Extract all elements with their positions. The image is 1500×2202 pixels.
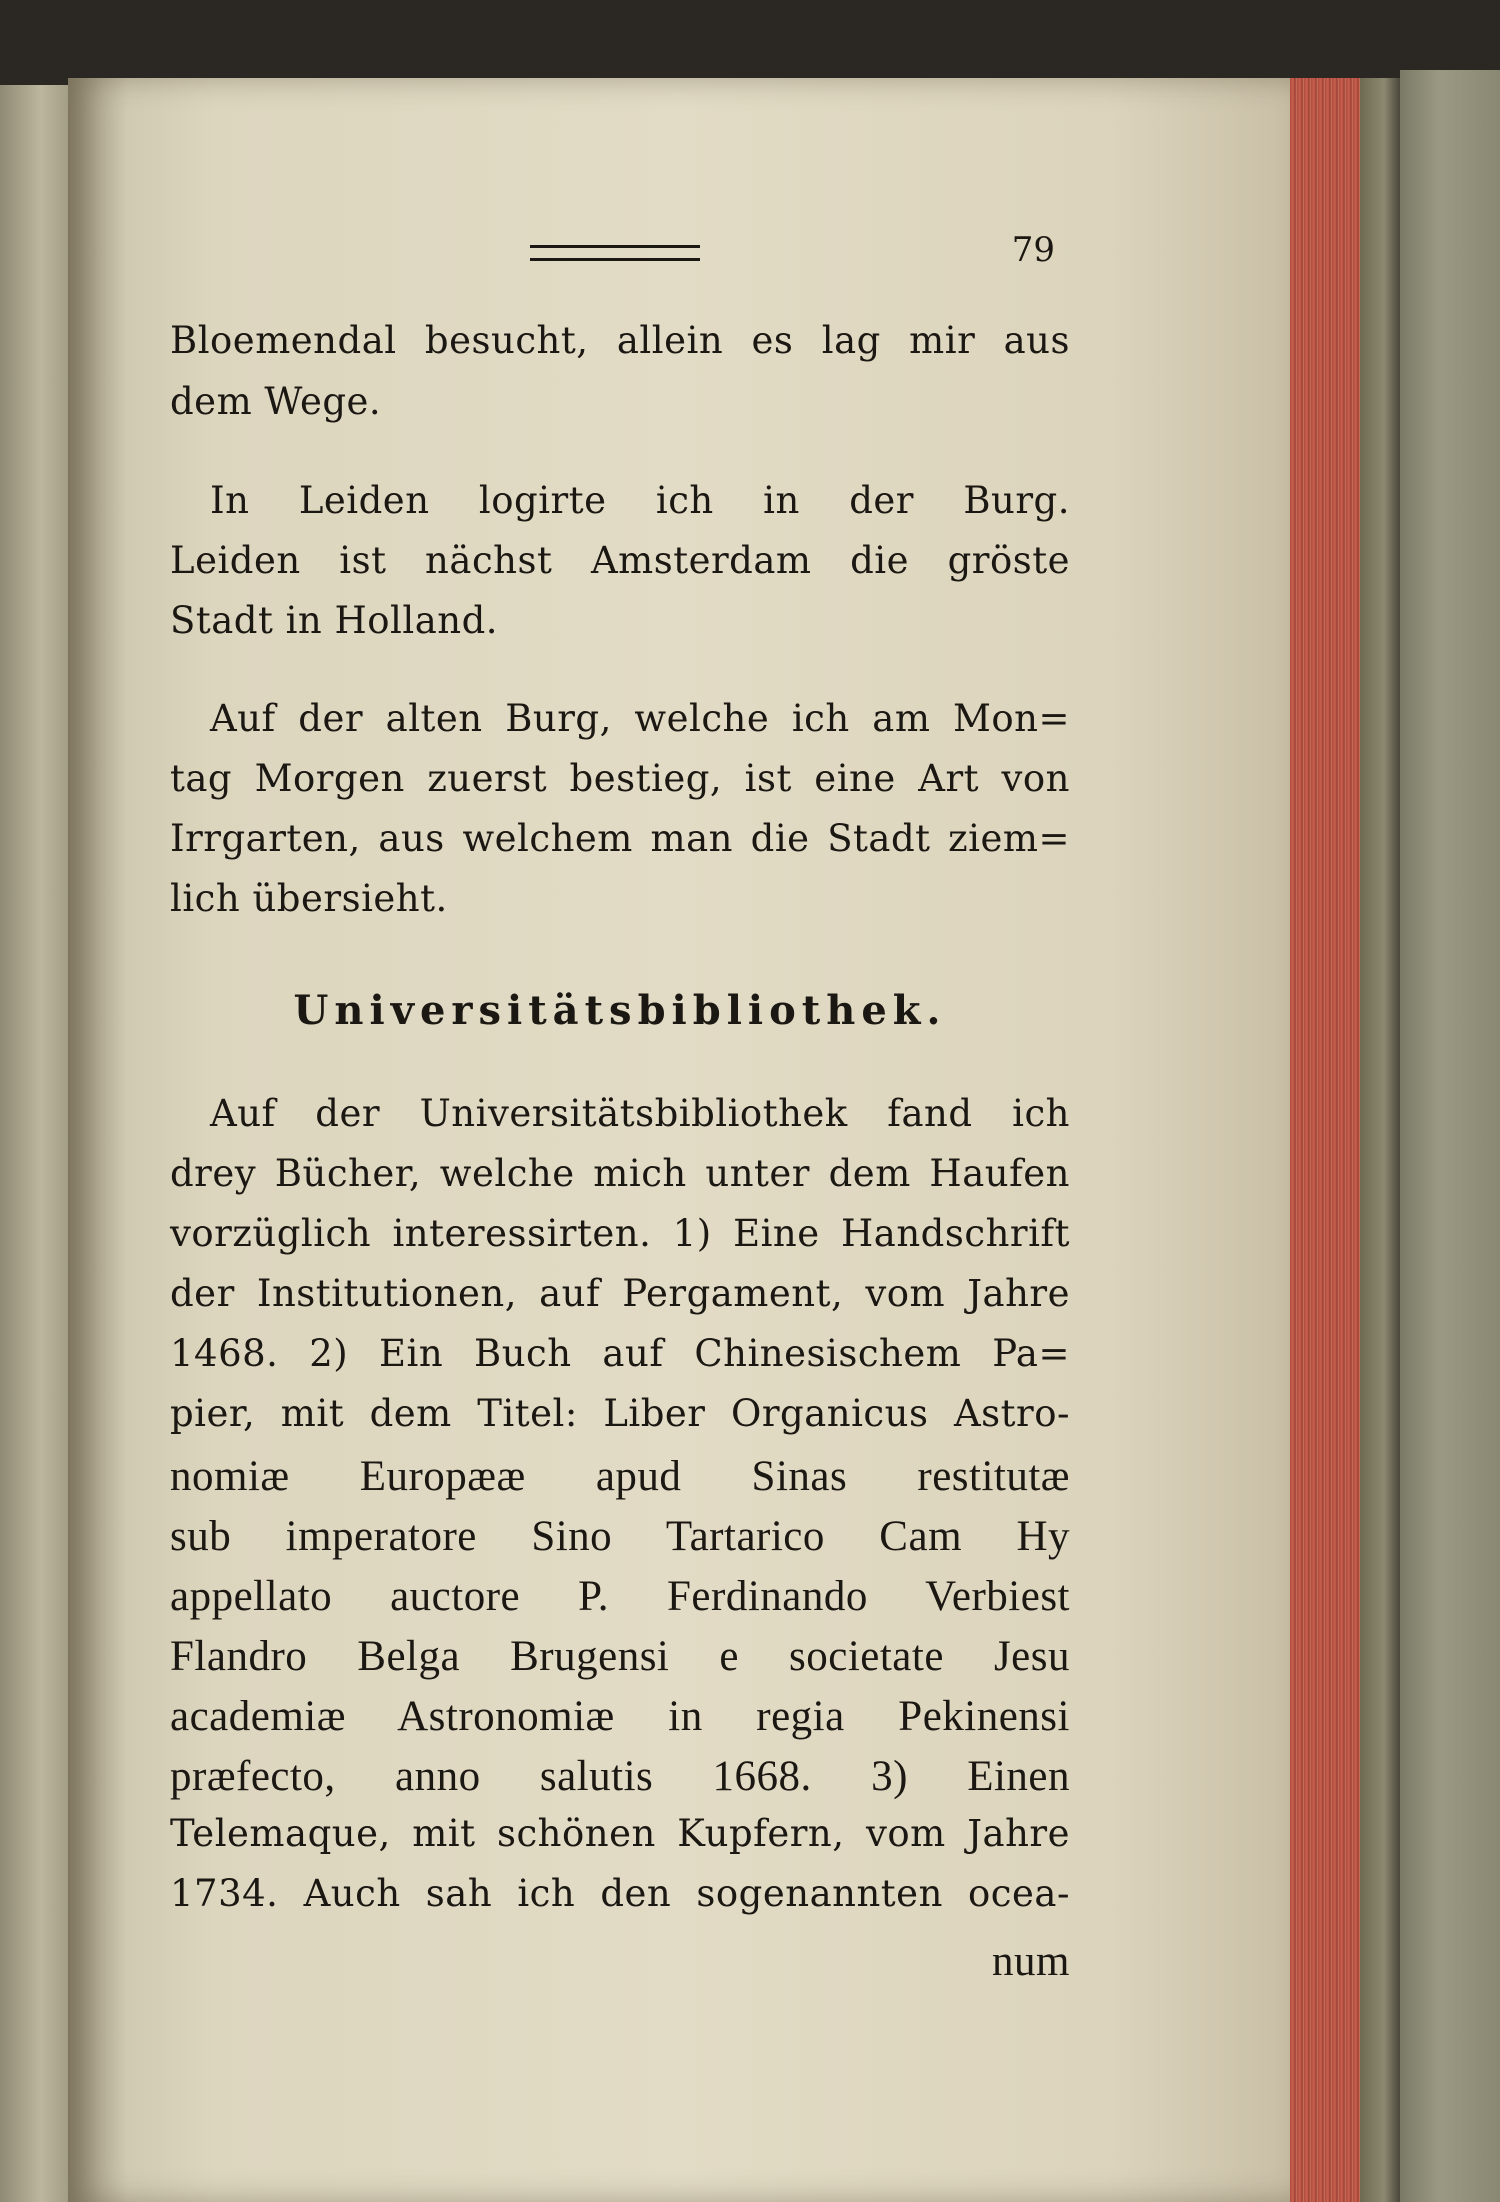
gutter-shadow [68, 78, 128, 2202]
catchword: num [992, 1938, 1070, 1985]
page-edges [1290, 78, 1360, 2202]
body-line: Irrgarten, aus welchem man die Stadt ziem= [170, 817, 1070, 860]
book-cover [1400, 70, 1500, 2202]
section-line: drey Bücher, welche mich unter dem Haufen [170, 1152, 1070, 1195]
section-heading: Universitätsbibliothek. [293, 987, 947, 1034]
body-line: Auf der alten Burg, welche ich am Mon= [210, 697, 1070, 740]
section-line: pier, mit dem Titel: Liber Organicus Astro- [170, 1392, 1070, 1435]
section-line: Auf der Universitätsbibliothek fand ich [210, 1092, 1070, 1135]
body-line: Bloemendal besucht, allein es lag mir aus [170, 319, 1070, 362]
body-line: Stadt in Holland. [170, 599, 499, 642]
page-edge-shadow [1360, 78, 1400, 2202]
body-line: dem Wege. [170, 380, 382, 423]
body-line: lich übersieht. [170, 877, 448, 920]
section-line: der Institutionen, auf Pergament, vom Jahre [170, 1272, 1070, 1315]
section-line: sub imperatore Sino Tartarico Cam Hy [170, 1513, 1070, 1560]
body-line: In Leiden logirte ich in der Burg. [210, 479, 1070, 522]
section-line: 1468. 2) Ein Buch auf Chinesischem Pa= [170, 1332, 1070, 1375]
left-page-edge [0, 85, 68, 2202]
section-line: præfecto, anno salutis 1668. 3) Einen [170, 1753, 1070, 1800]
body-line: tag Morgen zuerst bestieg, ist eine Art von [170, 757, 1070, 800]
body-line: Leiden ist nächst Amsterdam die gröste [170, 539, 1070, 582]
section-line: 1734. Auch sah ich den sogenannten ocea- [170, 1872, 1070, 1915]
section-line: Flandro Belga Brugensi e societate Jesu [170, 1633, 1070, 1680]
section-line: academiæ Astronomiæ in regia Pekinensi [170, 1693, 1070, 1740]
section-line: vorzüglich interessirten. 1) Eine Handschrift [170, 1212, 1070, 1255]
page-number: 79 [1011, 230, 1055, 270]
header-rule [530, 245, 700, 261]
section-line: Telemaque, mit schönen Kupfern, vom Jahre [170, 1812, 1070, 1855]
section-line: nomiæ Europææ apud Sinas restitutæ [170, 1453, 1070, 1500]
section-line: appellato auctore P. Ferdinando Verbiest [170, 1573, 1070, 1620]
